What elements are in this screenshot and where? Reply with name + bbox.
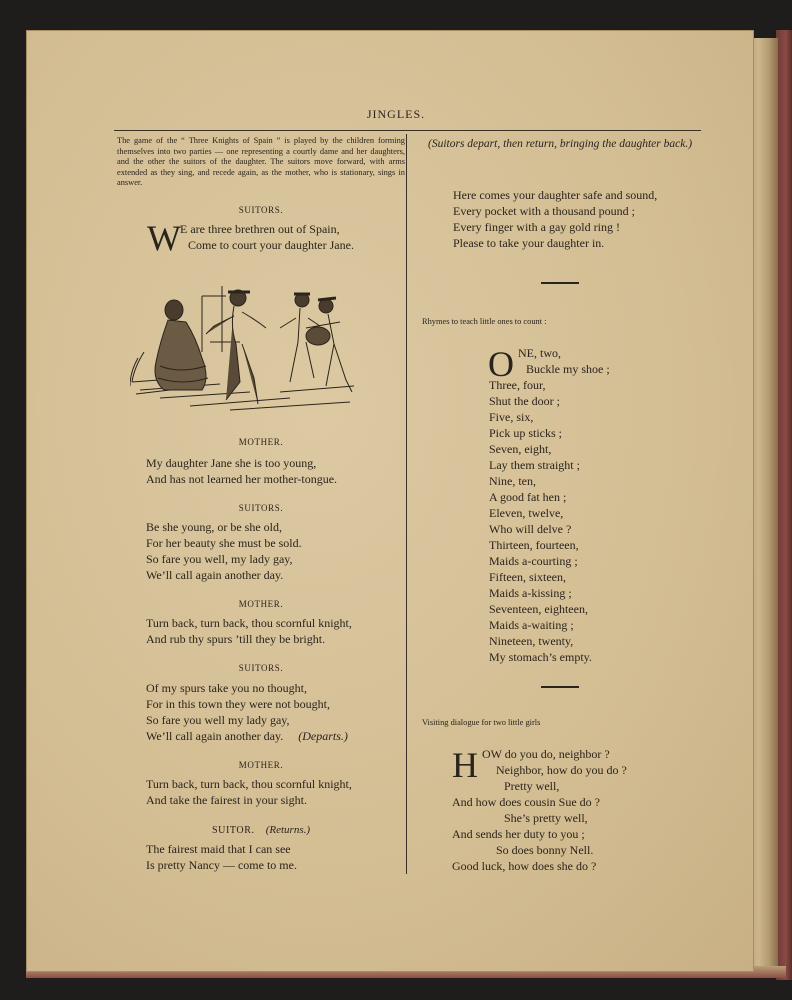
verse-line: OW do you do, neighbor ? <box>482 747 610 761</box>
stage-direction-departs: (Departs.) <box>298 729 348 743</box>
verse-line: Seven, eight, <box>489 442 552 456</box>
section-rule <box>541 282 579 284</box>
verse-line: My daughter Jane she is too young, <box>146 456 317 470</box>
verse-line: Every pocket with a thousand pound ; <box>453 204 635 218</box>
heading-mother-3: MOTHER. <box>238 760 284 770</box>
verse-line: E are three brethren out of Spain, <box>180 222 340 236</box>
verse-line: Nine, ten, <box>489 474 536 488</box>
verse-suitors-3 <box>146 680 348 744</box>
verse-line: Seventeen, eighteen, <box>489 602 588 616</box>
illustration-three-knights <box>130 282 356 422</box>
verse-line: Come to court your daughter Jane. <box>188 238 354 252</box>
verse-line: Eleven, twelve, <box>489 506 564 520</box>
dialogue-first-lines <box>482 746 627 778</box>
heading-suitors-3: SUITORS. <box>238 663 284 673</box>
verse-line: Lay them straight ; <box>489 458 580 472</box>
verse-line: Maids a-kissing ; <box>489 586 572 600</box>
heading-mother-1: MOTHER. <box>238 437 284 447</box>
verse-line <box>146 728 348 744</box>
verse-line: For her beauty she must be sold. <box>146 536 302 550</box>
verse-line: Maids a-waiting ; <box>489 618 574 632</box>
verse-mother-2 <box>146 615 352 647</box>
verse-line: A good fat hen ; <box>489 490 567 504</box>
verse-daughter-returns <box>453 187 657 251</box>
verse-line: Good luck, how does she do ? <box>452 859 597 873</box>
heading-suitor-label: SUITOR. <box>211 825 255 836</box>
verse-line: Every finger with a gay gold ring ! <box>453 220 620 234</box>
verse-line: Be she young, or be she old, <box>146 520 282 534</box>
book-cover-edge <box>776 30 792 980</box>
verse-line: NE, two, <box>518 346 561 360</box>
visiting-dialogue <box>452 778 600 874</box>
verse-line: Is pretty Nancy — come to me. <box>146 858 297 872</box>
verse-line: Five, six, <box>489 410 534 424</box>
counting-rhyme <box>489 377 592 665</box>
verse-line: My stomach’s empty. <box>489 650 592 664</box>
verse-line: Maids a-courting ; <box>489 554 578 568</box>
verse-suitor <box>146 841 297 873</box>
heading-suitor <box>117 824 405 836</box>
verse-suitors-2 <box>146 519 302 583</box>
verse-line: So fare you well, my lady gay, <box>146 552 293 566</box>
header-rule <box>114 130 701 131</box>
stage-direction-returns: (Returns.) <box>265 824 311 836</box>
verse-line: Fifteen, sixteen, <box>489 570 566 584</box>
intro-paragraph: The game of the “ Three Knights of Spain ” is played by the children forming themselves into two parties — one representing a courtly dame and her daughters, and the other the suitors of the daughter. The suitors move forward, with arms extended as they sing, and recede again, as the mother, who is stationary, sings in answer. <box>117 136 405 188</box>
counting-first-line <box>518 345 610 377</box>
heading-visiting-dialogue: Visiting dialogue for two little girls <box>422 718 541 727</box>
verse-line: Pick up sticks ; <box>489 426 563 440</box>
verse-line: Thirteen, fourteen, <box>489 538 579 552</box>
heading-suitors-1: SUITORS. <box>238 205 284 215</box>
verse-line: We’ll call again another day. <box>146 568 284 582</box>
verse-line: Buckle my shoe ; <box>526 362 610 376</box>
heading-suitors-2: SUITORS. <box>238 503 284 513</box>
verse-line: Shut the door ; <box>489 394 560 408</box>
verse-mother-1 <box>146 455 337 487</box>
verse-line: Turn back, turn back, thou scornful knight, <box>146 777 352 791</box>
drop-cap-w: W <box>147 218 181 258</box>
heading-counting-rhymes: Rhymes to teach little ones to count : <box>422 317 547 326</box>
verse-line: Who will delve ? <box>489 522 572 536</box>
verse-line: And sends her duty to you ; <box>452 827 585 841</box>
verse-line: And take the fairest in your sight. <box>146 793 307 807</box>
verse-line: Here comes your daughter safe and sound, <box>453 188 658 202</box>
verse-line: And rub thy spurs ’till they be bright. <box>146 632 326 646</box>
verse-line: Of my spurs take you no thought, <box>146 681 307 695</box>
verse-line: Nineteen, twenty, <box>489 634 574 648</box>
drop-cap-h: H <box>452 745 478 785</box>
verse-line: Pretty well, <box>504 779 560 793</box>
verse-line-text: We’ll call again another day. <box>146 729 284 743</box>
verse-suitors-1 <box>180 221 354 253</box>
verse-mother-3 <box>146 776 352 808</box>
verse-line: For in this town they were not bought, <box>146 697 330 711</box>
section-rule <box>541 686 579 688</box>
verse-line: Three, four, <box>489 378 546 392</box>
verse-line: So fare you well my lady gay, <box>146 713 290 727</box>
stage-direction-return: (Suitors depart, then return, bringing the daughter back.) <box>428 138 693 150</box>
verse-line: And how does cousin Sue do ? <box>452 795 600 809</box>
verse-line: And has not learned her mother-tongue. <box>146 472 338 486</box>
verse-line: The fairest maid that I can see <box>146 842 291 856</box>
verse-line: Please to take your daughter in. <box>453 236 605 250</box>
verse-line: So does bonny Nell. <box>496 843 594 857</box>
verse-line: She’s pretty well, <box>504 811 588 825</box>
verse-line: Turn back, turn back, thou scornful knight, <box>146 616 352 630</box>
drop-cap-o: O <box>488 344 514 384</box>
heading-mother-2: MOTHER. <box>238 599 284 609</box>
column-divider <box>406 134 407 874</box>
verse-line: Neighbor, how do you do ? <box>496 763 627 777</box>
running-head: JINGLES. <box>366 107 426 121</box>
